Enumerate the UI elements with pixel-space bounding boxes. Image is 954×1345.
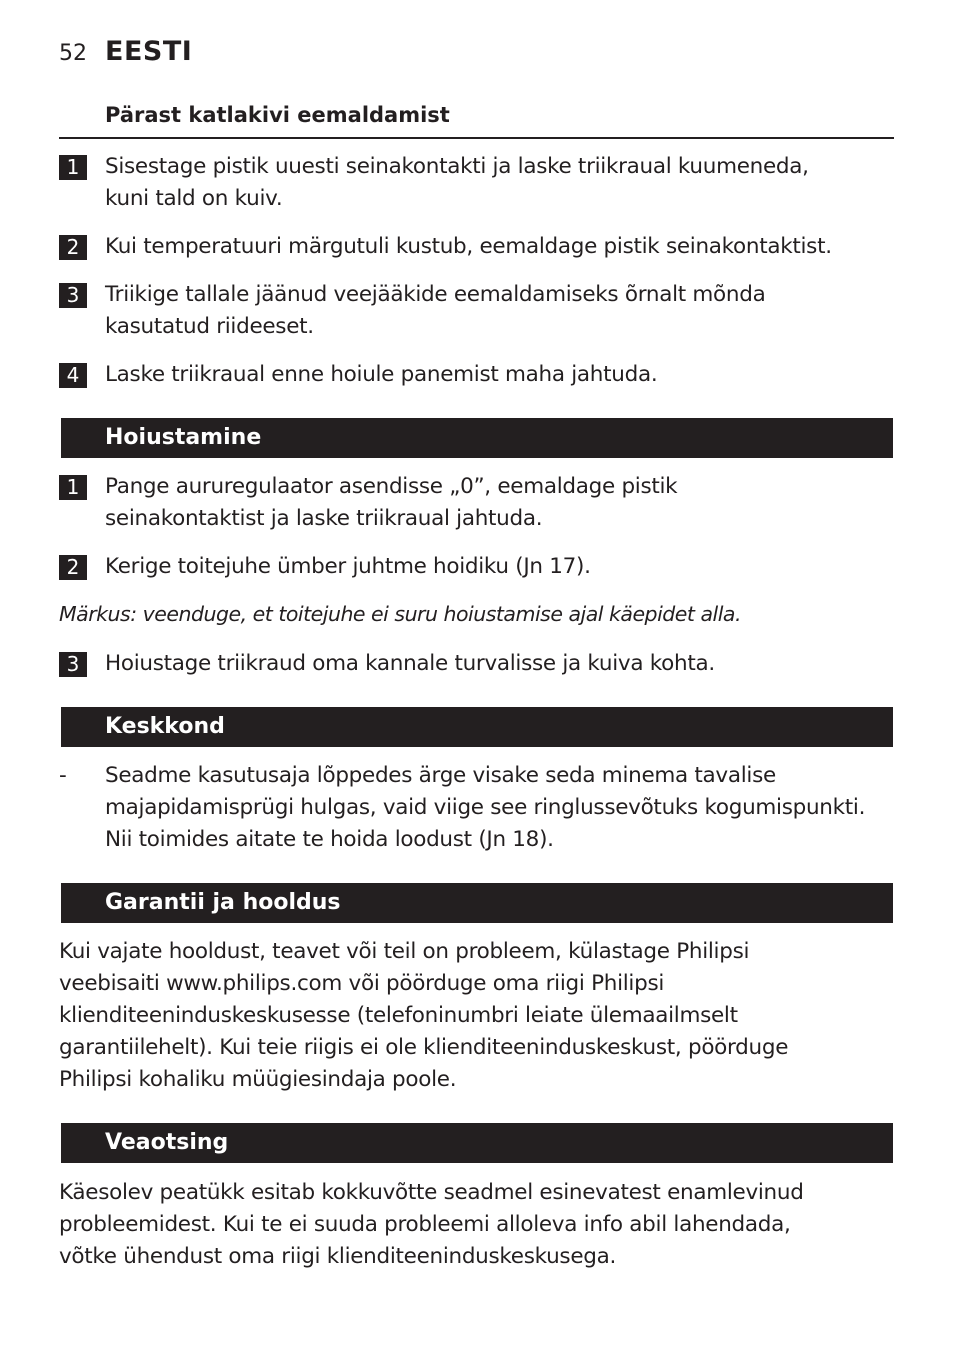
step-text: Kui temperatuuri märgutuli kustub, eemaldage pistik seinakontaktist.	[105, 234, 832, 259]
bullet-dash: -	[59, 763, 67, 788]
section-band-environment	[61, 707, 893, 747]
paragraph-line: klienditeeninduskeskusesse (telefoninumbri leiate ülemaailmselt	[59, 1003, 738, 1028]
troubleshooting-paragraph	[59, 1177, 909, 1273]
bullet-item	[59, 760, 909, 856]
step-text: Kerige toitejuhe ümber juhtme hoidiku (Jn 17).	[105, 554, 591, 579]
section-title: Hoiustamine	[105, 425, 262, 450]
step-text: Sisestage pistik uuesti seinakontakti ja laske triikraual kuumeneda, kuni tald on kuiv.	[105, 154, 809, 211]
step-text: Pange aururegulaator asendisse „0”, eemaldage pistik seinakontaktist ja laske triikraual jahtuda.	[105, 474, 678, 531]
step-item	[59, 551, 909, 583]
paragraph-line: Philipsi kohaliku müügiesindaja poole.	[59, 1067, 457, 1092]
step-item	[59, 471, 909, 535]
section-band-guarantee	[61, 883, 893, 923]
note-text: Märkus: veenduge, et toitejuhe ei suru hoiustamise ajal käepidet alla.	[59, 602, 741, 626]
link-prefix: veebisaiti	[59, 971, 167, 996]
page-header	[59, 36, 192, 72]
step-number: 1	[59, 475, 87, 500]
guarantee-paragraph	[59, 936, 909, 1096]
paragraph-line: Käesolev peatükk esitab kokkuvõtte seadmel esinevatest enamlevinud	[59, 1180, 804, 1205]
philips-website-link[interactable]: www.philips.com	[166, 971, 343, 996]
page-number: 52	[59, 41, 87, 66]
section-rule	[59, 137, 894, 139]
step-number: 2	[59, 555, 87, 580]
bullet-text: Seadme kasutusaja lõppedes ärge visake seda minema tavalise majapidamisprügi hulgas, vaid viige see ringlussevõtuks kogumispunkti. Nii toimides aitate te hoida loodust (Jn 18).	[105, 763, 866, 852]
step-item	[59, 648, 909, 680]
step-item	[59, 151, 909, 215]
step-number: 3	[59, 652, 87, 677]
step-number: 1	[59, 155, 87, 180]
paragraph-line: probleemidest. Kui te ei suuda probleemi alloleva info abil lahendada,	[59, 1212, 791, 1237]
step-number: 4	[59, 363, 87, 388]
section-title: Veaotsing	[105, 1130, 229, 1155]
paragraph-line: võtke ühendust oma riigi klienditeeninduskeskusega.	[59, 1244, 617, 1269]
step-text: Laske triikraual enne hoiule panemist maha jahtuda.	[105, 362, 658, 387]
step-text: Triikige tallale jäänud veejääkide eemaldamiseks õrnalt mõnda kasutatud riideeset.	[105, 282, 766, 339]
section-title: Garantii ja hooldus	[105, 890, 341, 915]
step-number: 3	[59, 283, 87, 308]
paragraph-line	[59, 968, 909, 1000]
section-title: Keskkond	[105, 714, 225, 739]
step-item	[59, 279, 909, 343]
paragraph-line: Kui vajate hooldust, teavet või teil on probleem, külastage Philipsi	[59, 939, 750, 964]
step-number: 2	[59, 235, 87, 260]
step-text: Hoiustage triikraud oma kannale turvalisse ja kuiva kohta.	[105, 651, 715, 676]
paragraph-line: garantiilehelt). Kui teie riigis ei ole klienditeeninduskeskust, pöörduge	[59, 1035, 789, 1060]
section-band-troubleshooting	[61, 1123, 893, 1163]
link-suffix: või pöörduge oma riigi Philipsi	[342, 971, 665, 996]
step-item	[59, 359, 909, 391]
step-item	[59, 231, 909, 263]
section-band-storage	[61, 418, 893, 458]
section-title-after-descaling: Pärast katlakivi eemaldamist	[105, 103, 450, 127]
language-title: EESTI	[105, 36, 193, 67]
